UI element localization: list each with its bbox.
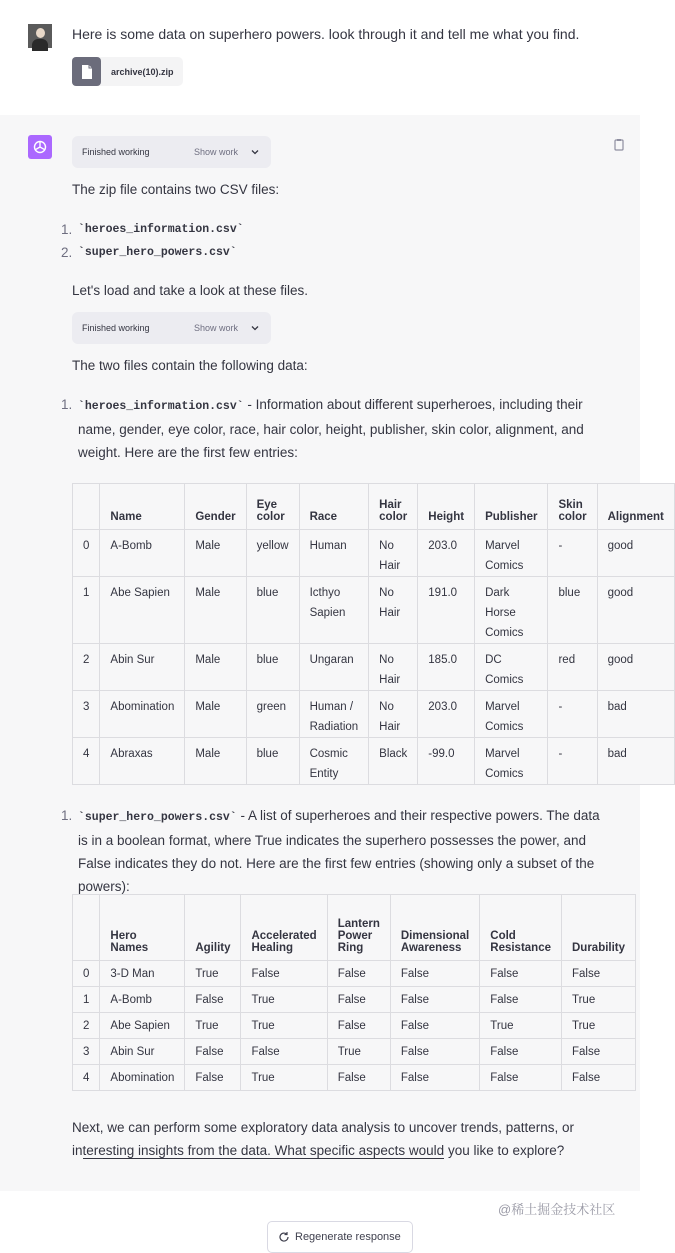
table-row	[73, 738, 675, 785]
table-cell: True	[480, 1013, 562, 1039]
table-row	[73, 961, 636, 987]
table-cell: 203.0	[418, 530, 475, 577]
closing-text-part: Next, we can perform some exploratory data analysis to uncover trends, patterns, or in	[72, 1120, 574, 1158]
table-cell: good	[597, 644, 674, 691]
finished-working-pill-2[interactable]	[72, 312, 271, 344]
table-cell: 4	[73, 1065, 100, 1091]
intro-text: The zip file contains two CSV files:	[72, 182, 280, 197]
table-cell: 185.0	[418, 644, 475, 691]
file-name-code: `super_hero_powers.csv`	[78, 811, 237, 824]
table-cell: True	[327, 1039, 390, 1065]
table-cell: False	[480, 1039, 562, 1065]
closing-text-underlined: teresting insights from the data. What specific aspects would	[82, 1143, 445, 1158]
table-cell: yellow	[246, 530, 299, 577]
list-number: 1.	[61, 222, 73, 237]
file-name-1: `heroes_information.csv`	[78, 223, 244, 236]
chevron-down-icon[interactable]	[250, 323, 260, 333]
table-cell: True	[241, 987, 327, 1013]
table-cell: Cosmic Entity	[299, 738, 369, 785]
table-cell: 3	[73, 1039, 100, 1065]
table-cell: Marvel Comics	[475, 530, 548, 577]
heroes-info-description	[78, 393, 610, 464]
regenerate-response-button[interactable]	[267, 1221, 413, 1253]
regenerate-label: Regenerate response	[295, 1231, 401, 1243]
load-text: Let's load and take a look at these files.	[72, 283, 308, 298]
table-cell: False	[241, 1039, 327, 1065]
table-cell: blue	[548, 577, 597, 644]
table-cell: 3-D Man	[100, 961, 185, 987]
attachment-chip[interactable]	[72, 57, 183, 86]
table-header: Alignment	[597, 484, 674, 530]
refresh-icon	[278, 1231, 290, 1243]
table-row	[73, 987, 636, 1013]
table-cell: Human	[299, 530, 369, 577]
copy-icon[interactable]	[612, 138, 626, 152]
table-header: Agility	[185, 895, 241, 961]
table-cell: -	[548, 530, 597, 577]
table-cell: Male	[185, 530, 246, 577]
table-cell: False	[390, 1013, 479, 1039]
table-cell: False	[562, 1039, 636, 1065]
table-cell: False	[327, 987, 390, 1013]
table-cell: True	[185, 1013, 241, 1039]
file-icon	[72, 57, 101, 86]
table-cell: 3	[73, 691, 100, 738]
user-avatar	[28, 24, 52, 48]
table-cell: good	[597, 577, 674, 644]
table-cell: True	[562, 1013, 636, 1039]
table-header: Lantern Power Ring	[327, 895, 390, 961]
closing-text	[72, 1116, 602, 1162]
list-number: 1.	[61, 397, 73, 412]
list-number: 1.	[61, 808, 73, 823]
table-header: Cold Resistance	[480, 895, 562, 961]
table-cell: True	[185, 961, 241, 987]
powers-description	[78, 804, 610, 898]
file-name-code: `heroes_information.csv`	[78, 400, 244, 413]
assistant-avatar-icon	[28, 135, 52, 159]
table-header	[73, 484, 100, 530]
table-cell: False	[480, 987, 562, 1013]
user-message-text: Here is some data on superhero powers. look through it and tell me what you find.	[72, 26, 580, 42]
table-header: Accelerated Healing	[241, 895, 327, 961]
table-cell: Abe Sapien	[100, 577, 185, 644]
table-header: Eye color	[246, 484, 299, 530]
table-cell: Abraxas	[100, 738, 185, 785]
chevron-down-icon[interactable]	[250, 147, 260, 157]
table-cell: False	[327, 1013, 390, 1039]
table-cell: green	[246, 691, 299, 738]
table-cell: No Hair	[369, 644, 418, 691]
table-cell: bad	[597, 738, 674, 785]
table-cell: No Hair	[369, 691, 418, 738]
table-header: Dimensional Awareness	[390, 895, 479, 961]
description-text: - Information about different superheroes, including their name, gender, eye color, race, hair color, height, publisher, skin color, alignment, and weight. Here are the first few entries:	[78, 397, 584, 460]
table-cell: False	[390, 961, 479, 987]
table-header: Publisher	[475, 484, 548, 530]
pill-status: Finished working	[82, 147, 150, 157]
table-header: Hero Names	[100, 895, 185, 961]
finished-working-pill-1[interactable]	[72, 136, 271, 168]
table-cell: True	[562, 987, 636, 1013]
table-cell: good	[597, 530, 674, 577]
table-cell: Male	[185, 691, 246, 738]
table-cell: Marvel Comics	[475, 691, 548, 738]
table-cell: Dark Horse Comics	[475, 577, 548, 644]
table-cell: Male	[185, 644, 246, 691]
table-cell: Ungaran	[299, 644, 369, 691]
table-cell: False	[241, 961, 327, 987]
table-cell: blue	[246, 644, 299, 691]
table-cell: Abomination	[100, 691, 185, 738]
pill-status: Finished working	[82, 323, 150, 333]
show-work-button[interactable]: Show work	[194, 323, 239, 333]
table-cell: 191.0	[418, 577, 475, 644]
super-hero-powers-table	[72, 894, 636, 1091]
table-cell: A-Bomb	[100, 530, 185, 577]
table-cell: Male	[185, 738, 246, 785]
table-cell: No Hair	[369, 577, 418, 644]
table-row	[73, 644, 675, 691]
table-cell: False	[480, 961, 562, 987]
table-cell: red	[548, 644, 597, 691]
table-cell: False	[390, 987, 479, 1013]
table-cell: Abin Sur	[100, 644, 185, 691]
description-text: - A list of superheroes and their respective powers. The data is in a boolean format, where True indicates the superhero possesses the power, and False indicates they do not. Here are the first few entries (showing only a subset of the powers):	[78, 808, 600, 894]
table-cell: 1	[73, 577, 100, 644]
table-cell: No Hair	[369, 530, 418, 577]
table-cell: bad	[597, 691, 674, 738]
closing-text-part: you like to explore?	[444, 1143, 565, 1158]
table-cell: -99.0	[418, 738, 475, 785]
table-cell: Abomination	[100, 1065, 185, 1091]
table-cell: False	[480, 1065, 562, 1091]
table-cell: Abe Sapien	[100, 1013, 185, 1039]
table-cell: False	[562, 1065, 636, 1091]
table-cell: False	[327, 961, 390, 987]
table-row	[73, 1039, 636, 1065]
table-cell: False	[185, 987, 241, 1013]
table-cell: False	[185, 1065, 241, 1091]
table-header: Durability	[562, 895, 636, 961]
table-cell: 1	[73, 987, 100, 1013]
table-cell: Male	[185, 577, 246, 644]
table-cell: Black	[369, 738, 418, 785]
table-header: Hair color	[369, 484, 418, 530]
table-header: Gender	[185, 484, 246, 530]
table-cell: -	[548, 738, 597, 785]
user-message-block	[0, 0, 640, 115]
table-cell: DC Comics	[475, 644, 548, 691]
show-work-button[interactable]: Show work	[194, 147, 239, 157]
table-header: Skin color	[548, 484, 597, 530]
table-cell: False	[562, 961, 636, 987]
contain-text: The two files contain the following data:	[72, 358, 308, 373]
table-row	[73, 1013, 636, 1039]
table-cell: 0	[73, 530, 100, 577]
table-cell: 4	[73, 738, 100, 785]
table-cell: False	[390, 1065, 479, 1091]
powers-table-scroll[interactable]	[72, 894, 626, 1094]
watermark-text: @稀土掘金技术社区	[498, 1202, 616, 1217]
table-row	[73, 577, 675, 644]
table-cell: blue	[246, 577, 299, 644]
table-cell: 2	[73, 644, 100, 691]
table-cell: True	[241, 1013, 327, 1039]
table-cell: 203.0	[418, 691, 475, 738]
table-header: Name	[100, 484, 185, 530]
heroes-table-scroll[interactable]	[72, 483, 664, 780]
table-row	[73, 530, 675, 577]
file-name-2: `super_hero_powers.csv`	[78, 246, 237, 259]
table-cell: False	[327, 1065, 390, 1091]
attachment-name: archive(10).zip	[111, 66, 174, 77]
table-cell: Icthyo Sapien	[299, 577, 369, 644]
table-cell: 2	[73, 1013, 100, 1039]
table-header: Race	[299, 484, 369, 530]
table-cell: Abin Sur	[100, 1039, 185, 1065]
list-number: 2.	[61, 245, 73, 260]
table-cell: True	[241, 1065, 327, 1091]
table-cell: blue	[246, 738, 299, 785]
table-cell: Marvel Comics	[475, 738, 548, 785]
table-row	[73, 691, 675, 738]
heroes-information-table	[72, 483, 675, 785]
table-row	[73, 1065, 636, 1091]
table-cell: Human / Radiation	[299, 691, 369, 738]
table-header	[73, 895, 100, 961]
table-header: Height	[418, 484, 475, 530]
table-cell: False	[390, 1039, 479, 1065]
table-cell: False	[185, 1039, 241, 1065]
table-cell: A-Bomb	[100, 987, 185, 1013]
table-cell: -	[548, 691, 597, 738]
table-cell: 0	[73, 961, 100, 987]
